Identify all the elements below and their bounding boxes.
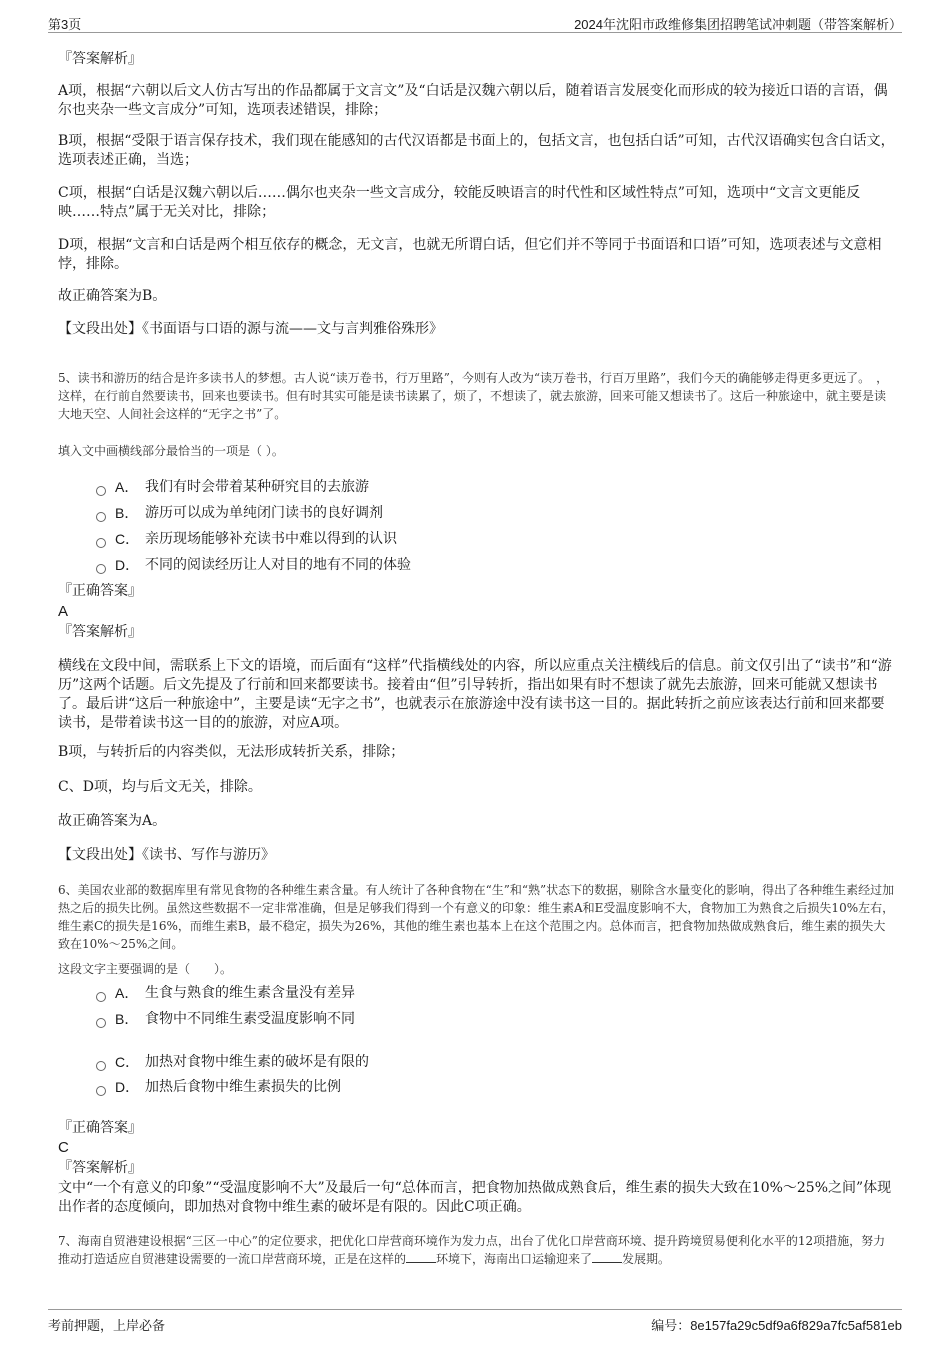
q5-correct-answer: A	[58, 603, 69, 620]
q6-prompt: 这段文字主要强调的是（ ）。	[58, 962, 233, 976]
page-header	[48, 12, 902, 33]
radio-icon[interactable]	[96, 1061, 106, 1071]
q6-stem: 6、美国农业部的数据库里有常见食物的各种维生素含量。有人统计了各种食物在“生”和“熟”状态下的数据，剔除含水量变化的影响，得出了各种维生素经过加热之后的损失比例。虽然这些数据不一定非常准确，但是足够我们得到一个有意义的印象：维生素A和E受温度影响不大，食物加工为熟食之后损失10%左右，维生素C的损失是16%，而维生素B，最不稳定，损失为26%，其他的维生素也基本上在这个范围之内。总体而言，把食物加热做成熟食后，维生素的损失大致在10%～25%之间。	[58, 883, 895, 951]
q5-prompt: 填入文中画横线部分最恰当的一项是（ ）。	[58, 444, 284, 458]
q6-option-d[interactable]: D． 加热后食物中维生素损失的比例	[96, 1078, 341, 1097]
radio-icon[interactable]	[96, 486, 106, 496]
q5-stem: 5、读书和游历的结合是许多读书人的梦想。古人说“读万卷书，行万里路”，今则有人改为“读万卷书，行百万里路”，我们今天的确能够走得更多更远了。 ，这样，在行前自然要读书，回来也要读书。但有时其实可能是读书读累了，烦了，不想读了，就去旅游，回来可能又想读书了。这后一种旅途中，就主要是读大地天空、人间社会这样的“无字之书”了。	[58, 371, 889, 421]
q4-analysis-para-c: C项，根据“白话是汉魏六朝以后……偶尔也夹杂一些文言成分，较能反映语言的时代性和区域性特点”可知，选项中“文言文更能反映……特点”属于无关对比，排除；	[58, 185, 861, 220]
q5-analysis-para-cd: C、D项，均与后文无关，排除。	[58, 779, 262, 795]
q5-analysis-label: 『答案解析』	[58, 624, 142, 640]
q5-analysis-para-main: 横线在文段中间，需联系上下文的语境，而后面有“这样”代指横线处的内容，所以应重点关注横线后的信息。前文仅引出了“读书”和“游历”这两个话题。后文先提及了行前和回来都要读书。接着由“但”引导转折，指出如果有时不想读了就先去旅游，回来可能就又想读书了。最后讲“这后一种旅途中”，主要是读“无字之书”，也就表示在旅游途中没有读书这一目的。据此转折之前应该表达行前和回来都要读书，是带着读书这一目的的旅游，对应A项。	[58, 658, 892, 731]
q5-source: 【文段出处】《读书、写作与游历》	[58, 847, 275, 863]
q5-analysis-para-b: B项，与转折后的内容类似，无法形成转折关系，排除；	[58, 744, 405, 760]
q6-option-c[interactable]: C． 加热对食物中维生素的破坏是有限的	[96, 1053, 369, 1072]
q7-stem: 7、海南自贸港建设根据“三区一中心”的定位要求，把优化口岸营商环境作为发力点，出台了优化口岸营商环境、提升跨境贸易便利化水平的12项措施，努力推动打造适应自贸港建设需要的一流口岸营商环境，正是在这样的 环境下，海南出口运输迎来了 发展期。	[58, 1234, 886, 1266]
radio-icon[interactable]	[96, 1018, 106, 1028]
q4-analysis-para-b: B项，根据“受限于语言保存技术，我们现在能感知的古代汉语都是书面上的，包括文言，也包括白话”可知，古代汉语确实包含白话文，选项表述正确，当选；	[58, 133, 895, 168]
q5-conclusion: 故正确答案为A。	[58, 813, 167, 829]
radio-icon[interactable]	[96, 538, 106, 548]
document-title: 2024年沈阳市政维修集团招聘笔试冲刺题（带答案解析）	[574, 17, 902, 32]
q6-analysis-label: 『答案解析』	[58, 1160, 142, 1176]
q6-correct-label: 『正确答案』	[58, 1120, 142, 1136]
q6-correct-answer: C	[58, 1139, 69, 1156]
blank-1	[406, 1250, 436, 1263]
radio-icon[interactable]	[96, 512, 106, 522]
document-id: 编号：8e157fa29c5df9a6f829a7fc5af581eb	[651, 1318, 902, 1333]
q4-conclusion: 故正确答案为B。	[58, 288, 167, 304]
q4-analysis-label: 『答案解析』	[58, 51, 142, 67]
q5-option-c[interactable]: C． 亲历现场能够补充读书中难以得到的认识	[96, 530, 397, 549]
page-number: 第3页	[48, 17, 82, 32]
q4-source: 【文段出处】《书面语与口语的源与流——文与言判雅俗殊形》	[58, 321, 443, 337]
q6-analysis-para: 文中“一个有意义的印象”“受温度影响不大”及最后一句“总体而言，把食物加热做成熟食后，维生素的损失大致在10%～25%之间”体现出作者的态度倾向，即加热对食物中维生素的破坏是有限的。因此C项正确。	[58, 1180, 892, 1215]
q5-option-b[interactable]: B． 游历可以成为单纯闭门读书的良好调剂	[96, 504, 383, 523]
q5-option-d[interactable]: D． 不同的阅读经历让人对目的地有不同的体验	[96, 556, 411, 575]
q4-analysis-para-d: D项，根据“文言和白话是两个相互依存的概念，无文言，也就无所谓白话，但它们并不等同于书面语和口语”可知，选项表述与文意相悖，排除。	[58, 237, 882, 272]
q5-correct-label: 『正确答案』	[58, 583, 142, 599]
q5-option-a[interactable]: A． 我们有时会带着某种研究目的去旅游	[96, 478, 369, 497]
q6-option-b[interactable]: B． 食物中不同维生素受温度影响不同	[96, 1010, 355, 1029]
page-footer	[48, 1309, 902, 1332]
blank-2	[592, 1250, 622, 1263]
footer-slogan: 考前押题，上岸必备	[48, 1318, 166, 1333]
radio-icon[interactable]	[96, 992, 106, 1002]
q4-analysis-para-a: A项，根据“六朝以后文人仿古写出的作品都属于文言文”及“白话是汉魏六朝以后，随着语言发展变化而形成的较为接近口语的言语，偶尔也夹杂一些文言成分”可知，选项表述错误，排除；	[58, 83, 888, 118]
radio-icon[interactable]	[96, 1086, 106, 1096]
q6-option-a[interactable]: A． 生食与熟食的维生素含量没有差异	[96, 984, 355, 1003]
radio-icon[interactable]	[96, 564, 106, 574]
